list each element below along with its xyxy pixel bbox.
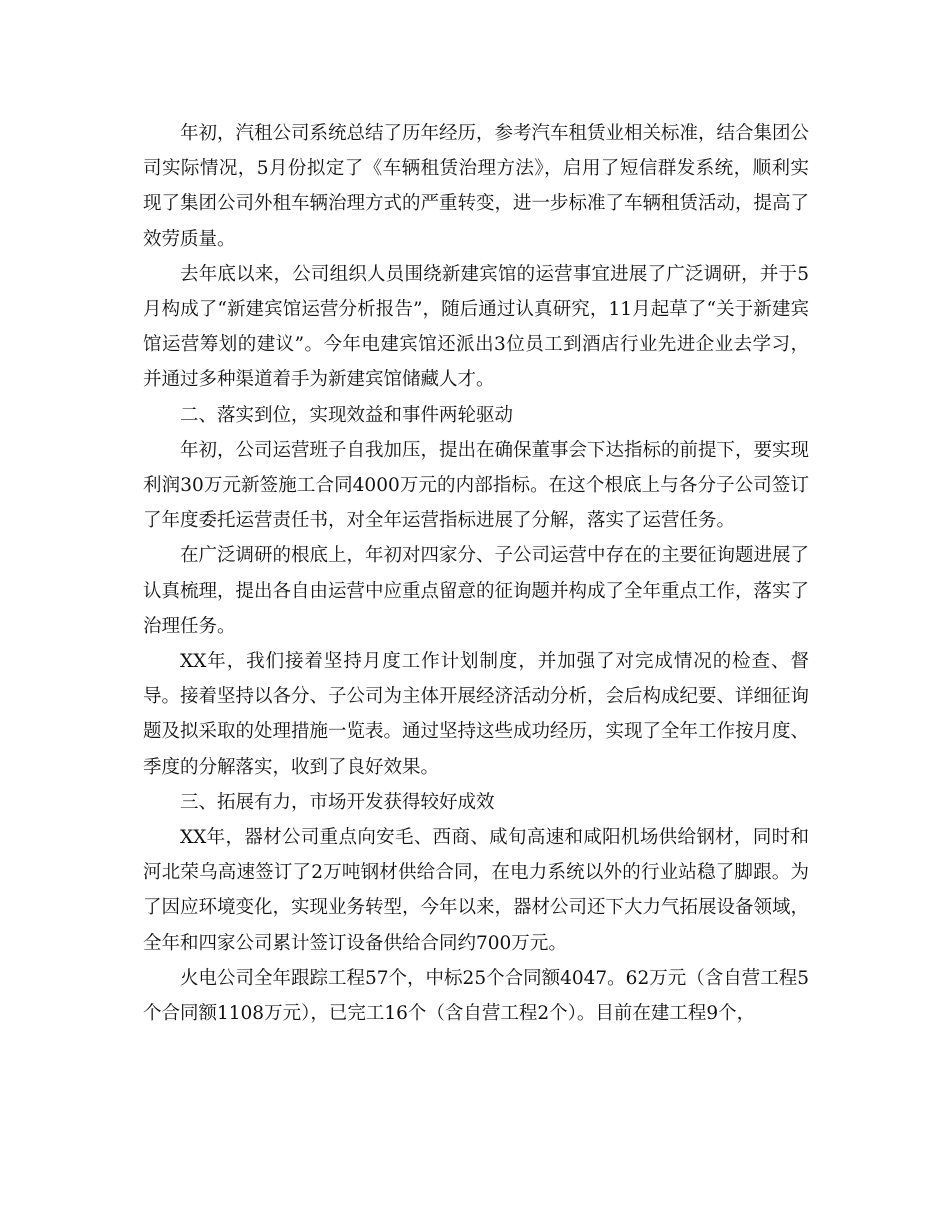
paragraph-hotel-operation: 去年底以来，公司组织人员围绕新建宾馆的运营事宜进展了广泛调研，并于5月构成了“新建宾馆运营分析报告”，随后通过认真研究，11月起草了“关于新建宾馆运营筹划的建议”。今年电建宾馆还派出3位员工到酒店行业先进企业去学习，并通过多种渠道着手为新建宾馆储藏人才。 — [143, 263, 809, 391]
document-body — [143, 116, 809, 1031]
paragraph-materials-company: XX年，器材公司重点向安毛、西商、咸旬高速和咸阳机场供给钢材，同时和河北荣乌高速签订了2万吨钢材供给合同，在电力系统以外的行业站稳了脚跟。为了因应环境变化，实现业务转型，今年以来，器材公司还下大力气拓展设备领域，全年和四家公司累计签订设备供给合同约700万元。 — [143, 827, 810, 954]
paragraph-annual-targets: 年初，公司运营班子自我加压，提出在确保董事会下达指标的前提下，要实现利润30万元新签施工合同4000万元的内部指标。在这个根底上与各分子公司签订了年度委托运营责任书，对全年运营指标进展了分解，落实了运营任务。 — [143, 439, 810, 532]
section-heading-two: 二、落实到位，实现效益和事件两轮驱动 — [180, 404, 514, 426]
paragraph-car-rental: 年初，汽租公司系统总结了历年经历，参考汽车租赁业相关标准，结合集团公司实际情况，5月份拟定了《车辆租赁治理方法》，启用了短信群发系统，顺利实现了集团公司外租车辆治理方式的严重转变，进一步标准了车辆租赁活动，提高了效劳质量。 — [143, 123, 810, 250]
section-heading-three: 三、拓展有力，市场开发获得较好成效 — [180, 791, 495, 813]
paragraph-monthly-plan: XX年，我们接着坚持月度工作计划制度，并加强了对完成情况的检查、督导。接着坚持以各分、子公司为主体开展经济活动分析，会后构成纪要、详细征询题及拟采取的处理措施一览表。通过坚持这些成功经历，实现了全年工作按月度、季度的分解落实，收到了良好效果。 — [143, 651, 810, 778]
paragraph-problem-review: 在广泛调研的根底上，年初对四家分、子公司运营中存在的主要征询题进展了认真梳理，提出各自由运营中应重点留意的征询题并构成了全年重点工作，落实了治理任务。 — [143, 545, 810, 637]
paragraph-thermal-power-company: 火电公司全年跟踪工程57个，中标25个合同额4047。62万元（含自营工程5个合同额1108万元），已完工16个（含自营工程2个）。目前在建工程9个， — [143, 967, 809, 1025]
